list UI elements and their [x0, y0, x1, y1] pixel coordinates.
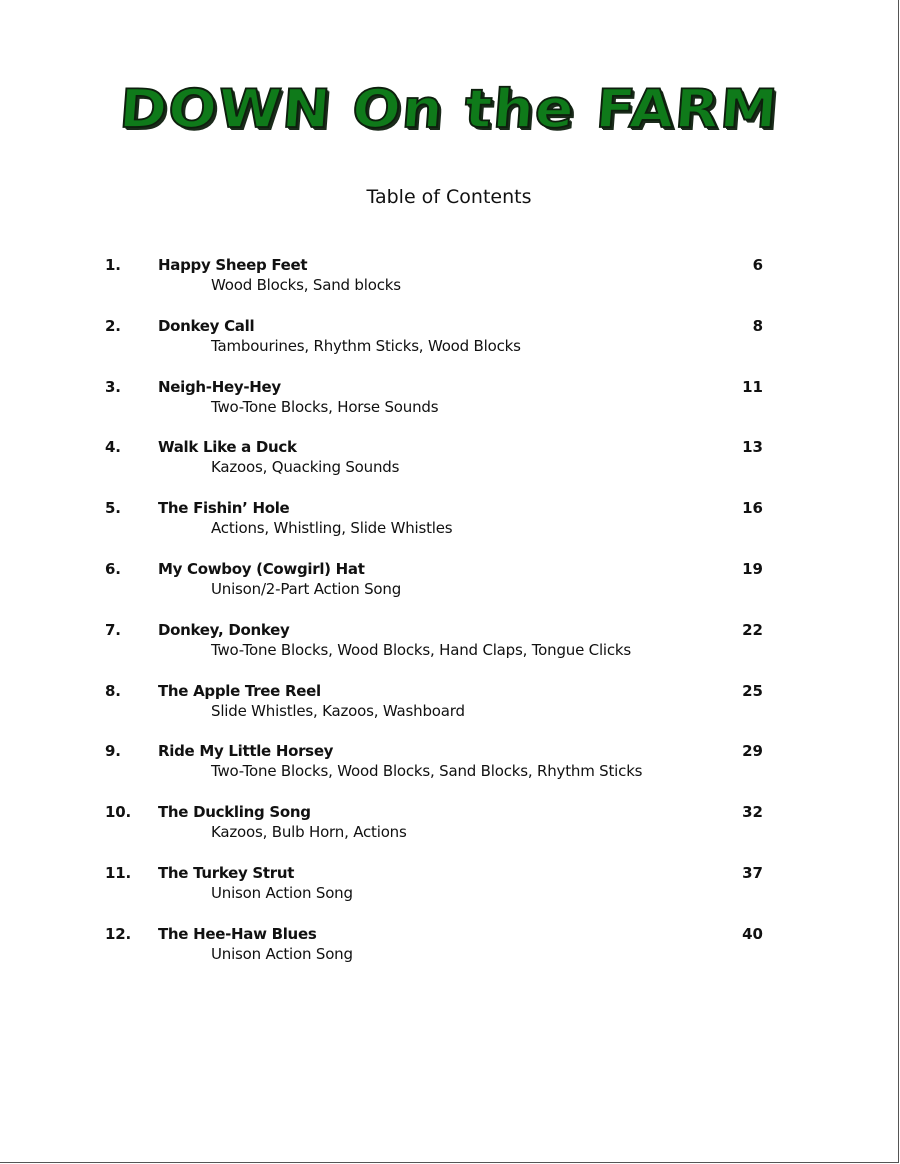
entry-title: Walk Like a Duck: [158, 438, 297, 457]
entry-title: Neigh-Hey-Hey: [158, 377, 281, 396]
toc-entry: [105, 560, 763, 621]
entry-number: 9.: [105, 742, 121, 761]
entry-number: 7.: [105, 620, 121, 639]
toc-entry: [105, 621, 763, 682]
entry-page-number: 32: [742, 803, 763, 822]
entry-number: 5.: [105, 499, 121, 518]
entry-number: 12.: [105, 924, 131, 943]
entry-instruments: Unison/2-Part Action Song: [211, 579, 402, 598]
entry-number: 8.: [105, 681, 121, 700]
toc-entry: [105, 317, 763, 378]
entry-instruments: Tambourines, Rhythm Sticks, Wood Blocks: [211, 336, 521, 355]
entry-instruments: Kazoos, Quacking Sounds: [211, 458, 400, 477]
entry-page-number: 19: [742, 559, 763, 578]
entry-number: 1.: [105, 256, 121, 274]
toc-entry: [105, 803, 763, 864]
entry-title: Donkey Call: [158, 316, 255, 335]
entry-page-number: 40: [742, 924, 763, 943]
entry-page-number: 16: [742, 499, 763, 518]
entry-instruments: Slide Whistles, Kazoos, Washboard: [211, 701, 465, 720]
toc-entry: [105, 682, 763, 743]
entry-page-number: 37: [742, 863, 763, 882]
entry-title: Happy Sheep Feet: [158, 256, 308, 274]
entry-number: 11.: [105, 863, 131, 882]
entry-instruments: Two-Tone Blocks, Wood Blocks, Sand Blocks, Rhythm Sticks: [211, 762, 643, 781]
entry-number: 6.: [105, 559, 121, 578]
toc-entry: [105, 864, 763, 925]
entry-page-number: 13: [742, 438, 763, 457]
entry-instruments: Unison Action Song: [211, 944, 353, 963]
entry-instruments: Two-Tone Blocks, Horse Sounds: [211, 397, 439, 416]
entry-title: Ride My Little Horsey: [158, 742, 334, 761]
title-area: [0, 70, 898, 148]
entry-instruments: Actions, Whistling, Slide Whistles: [211, 519, 453, 538]
entry-page-number: 22: [742, 620, 763, 639]
entry-title: My Cowboy (Cowgirl) Hat: [158, 559, 365, 578]
toc-list: [105, 256, 763, 986]
entry-page-number: 11: [742, 377, 763, 396]
entry-title: Donkey, Donkey: [158, 620, 290, 639]
entry-instruments: Two-Tone Blocks, Wood Blocks, Hand Claps, Tongue Clicks: [211, 640, 632, 659]
entry-title: The Duckling Song: [158, 803, 311, 822]
entry-instruments: Kazoos, Bulb Horn, Actions: [211, 823, 407, 842]
entry-page-number: 8: [752, 316, 763, 335]
entry-number: 2.: [105, 316, 121, 335]
toc-entry: [105, 256, 763, 317]
toc-entry: [105, 438, 763, 499]
toc-heading: Table of Contents: [366, 186, 532, 208]
entry-page-number: 6: [752, 256, 763, 274]
entry-title: The Fishin’ Hole: [158, 499, 290, 518]
toc-entry: [105, 499, 763, 560]
entry-title: The Apple Tree Reel: [158, 681, 321, 700]
entry-number: 10.: [105, 803, 131, 822]
entry-page-number: 29: [742, 742, 763, 761]
toc-entry: [105, 742, 763, 803]
entry-instruments: Unison Action Song: [211, 883, 353, 902]
toc-entry: [105, 378, 763, 439]
entry-title: The Turkey Strut: [158, 863, 295, 882]
entry-title: The Hee-Haw Blues: [158, 924, 317, 943]
entry-page-number: 25: [742, 681, 763, 700]
toc-entry: [105, 925, 763, 986]
book-title: DOWN On the FARM: [117, 78, 781, 140]
entry-instruments: Wood Blocks, Sand blocks: [211, 276, 401, 294]
entry-number: 4.: [105, 438, 121, 457]
entry-number: 3.: [105, 377, 121, 396]
